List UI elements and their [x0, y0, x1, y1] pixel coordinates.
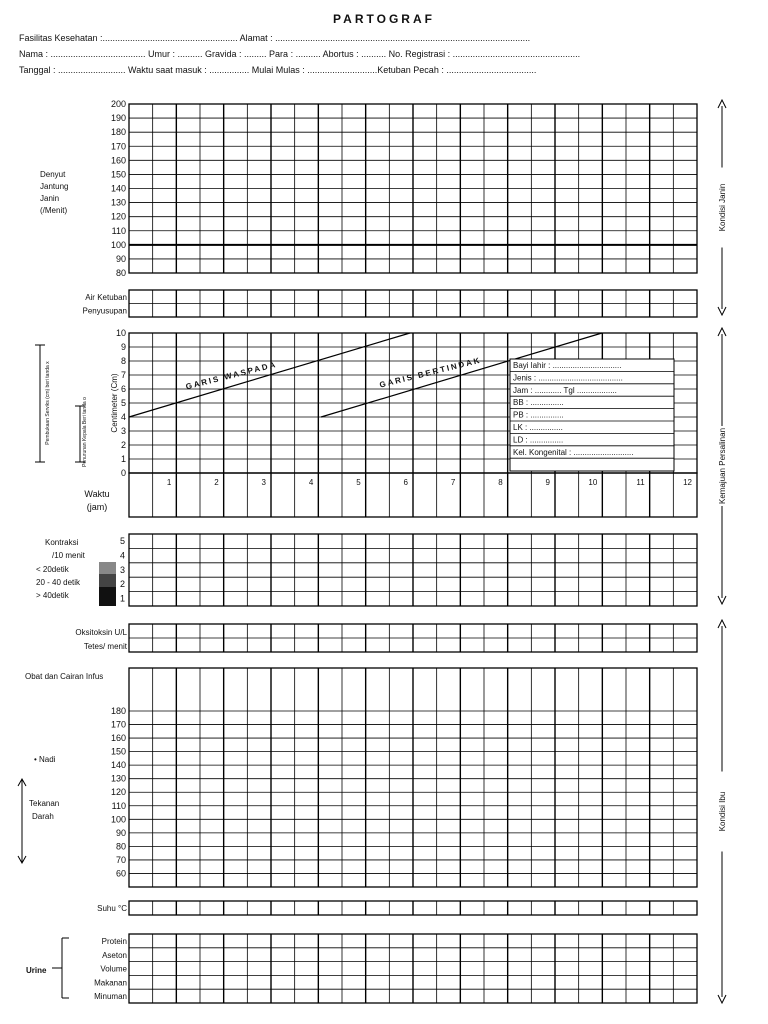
hour-label: 3 — [261, 478, 266, 487]
urine-row-label: Minuman — [94, 992, 127, 1002]
fhr-tick: 90 — [115, 253, 126, 264]
dilation-tick: 9 — [120, 342, 126, 352]
legend-swatch-solid — [99, 587, 116, 606]
header-line-patient: Nama : ...................................... Umur : .......... Gravida : ......... Para : .......... Abortus : .......... No. Registrasi : ................................................... — [19, 49, 581, 59]
pulse-tick: 160 — [110, 733, 126, 744]
fhr-label: Janin — [40, 194, 60, 203]
contraction-legend: 20 - 40 detik — [36, 578, 81, 587]
pulse-tick: 90 — [115, 827, 126, 838]
dilation-tick: 10 — [115, 328, 126, 338]
contraction-label: Kontraksi — [45, 538, 79, 547]
baby-info-item: LD : ............... — [513, 435, 564, 445]
dilation-tick: 1 — [120, 454, 126, 464]
dilation-tick: 7 — [120, 370, 126, 380]
pulse-tick: 60 — [115, 868, 126, 879]
hour-label: 5 — [356, 478, 361, 487]
urine-row-label: Protein — [101, 937, 127, 946]
fhr-tick: 190 — [110, 113, 126, 124]
cervix-side-label: Pembukaan Serviks (cm) beri tanda x — [45, 361, 51, 445]
fhr-label: (/Menit) — [40, 206, 68, 215]
dilation-y-label: Centimeter (Cm) — [110, 373, 119, 433]
oxytocin-row-label: Oksitoksin U/L — [75, 628, 127, 637]
pulse-label: • Nadi — [34, 755, 56, 764]
fhr-label: Jantung — [40, 182, 69, 191]
dilation-tick: 2 — [120, 440, 126, 450]
dilation-tick: 3 — [120, 426, 126, 436]
baby-info-item: Jam : ............ Tgl .................. — [513, 385, 617, 395]
legend-swatch-dots — [99, 562, 116, 574]
urine-label: Urine — [26, 966, 47, 975]
contraction-tick: 3 — [119, 564, 125, 575]
hour-label: 7 — [450, 478, 456, 487]
fhr-tick: 160 — [110, 155, 126, 166]
temperature-label: Suhu °C — [97, 904, 127, 913]
pulse-tick: 140 — [110, 760, 126, 771]
pulse-tick: 170 — [110, 719, 126, 730]
alert-line-label: GARIS WASPADA — [184, 359, 279, 392]
hour-label: 6 — [403, 478, 408, 487]
pulse-tick: 70 — [115, 854, 126, 865]
head-side-label: Penurunan Kepala Beri tanda o — [82, 397, 88, 467]
hour-label: 9 — [545, 478, 550, 487]
hour-label: 4 — [308, 478, 314, 487]
contraction-legend: < 20detik — [36, 565, 69, 574]
contraction-label: /10 menit — [52, 551, 85, 560]
baby-info-item: Bayi lahir : ............................... — [513, 361, 622, 370]
dilation-tick: 5 — [120, 398, 126, 408]
header-line-dates: Tanggal : ........................... Waktu saat masuk : ................ Mulai Mulas : ............................Ketuban Pecah : .................................... — [19, 65, 537, 75]
legend-swatch-hatch — [99, 574, 116, 587]
pulse-tick: 130 — [110, 773, 126, 784]
dilation-tick: 4 — [120, 412, 126, 422]
action-line-label: GARIS BERTINDAK — [378, 355, 483, 390]
pulse-tick: 180 — [110, 706, 126, 716]
bp-label: Darah — [32, 812, 54, 821]
fhr-tick: 110 — [111, 225, 126, 236]
header-line-facility: Fasilitas Kesehatan :...................................................... Alamat : ...................................................................................................... — [19, 33, 531, 43]
dilation-tick: 6 — [120, 384, 126, 394]
hour-label: 8 — [498, 478, 503, 487]
dilation-tick: 8 — [120, 356, 126, 366]
urine-row-label: Makanan — [94, 978, 127, 988]
page-title: PARTOGRAF — [333, 12, 435, 26]
contraction-tick: 5 — [119, 536, 125, 546]
fhr-label: Denyut — [40, 170, 66, 179]
fhr-tick: 120 — [110, 211, 126, 222]
pulse-tick: 110 — [111, 800, 126, 811]
oxytocin-row-label: Tetes/ menit — [83, 642, 127, 651]
pulse-tick: 100 — [110, 814, 126, 825]
hour-label: 10 — [588, 478, 598, 487]
baby-info-item: BB : ............... — [513, 398, 564, 408]
hour-label: 2 — [214, 478, 219, 487]
baby-info-item: Kel. Kongenital : ........................... — [513, 447, 634, 457]
maternal-condition-label: Kondisi Ibu — [718, 791, 727, 832]
dilation-tick: 0 — [120, 468, 126, 478]
fhr-tick: 180 — [110, 127, 126, 138]
urine-row-label: Aseton — [102, 950, 127, 960]
fhr-tick: 140 — [110, 183, 126, 194]
fhr-tick: 150 — [110, 169, 126, 180]
medication-label: Obat dan Cairan Infus — [25, 672, 104, 681]
fhr-tick: 80 — [115, 268, 126, 278]
baby-info-item: Jenis : ...................................... — [513, 373, 623, 383]
labour-progress-label: Kemajuan Persalinan — [718, 427, 727, 505]
contraction-legend: > 40detik — [36, 591, 69, 600]
ketuban-row-label: Air Ketuban — [85, 293, 127, 302]
hour-label: 11 — [636, 478, 645, 487]
urine-row-label: Volume — [100, 964, 127, 974]
bp-label: Tekanan — [29, 799, 60, 808]
hour-label: 1 — [166, 478, 172, 487]
contraction-tick: 1 — [119, 593, 125, 604]
fhr-tick: 170 — [110, 141, 126, 152]
ketuban-row-label: Penyusupan — [82, 306, 127, 316]
fhr-tick: 130 — [110, 197, 126, 208]
baby-info-item: LK : ............... — [513, 423, 563, 432]
pulse-tick: 80 — [115, 841, 126, 852]
fhr-tick: 200 — [110, 99, 126, 109]
contraction-tick: 4 — [119, 550, 125, 561]
baby-info-item: PB : ............... — [513, 410, 564, 420]
waktu-label: (jam) — [86, 502, 108, 512]
fhr-tick: 100 — [110, 239, 126, 250]
pulse-tick: 120 — [110, 787, 126, 798]
fetal-condition-label: Kondisi Janin — [718, 183, 727, 232]
waktu-label: Waktu — [84, 489, 110, 499]
contraction-tick: 2 — [119, 579, 125, 590]
hour-label: 12 — [683, 478, 692, 487]
pulse-tick: 150 — [110, 746, 126, 757]
